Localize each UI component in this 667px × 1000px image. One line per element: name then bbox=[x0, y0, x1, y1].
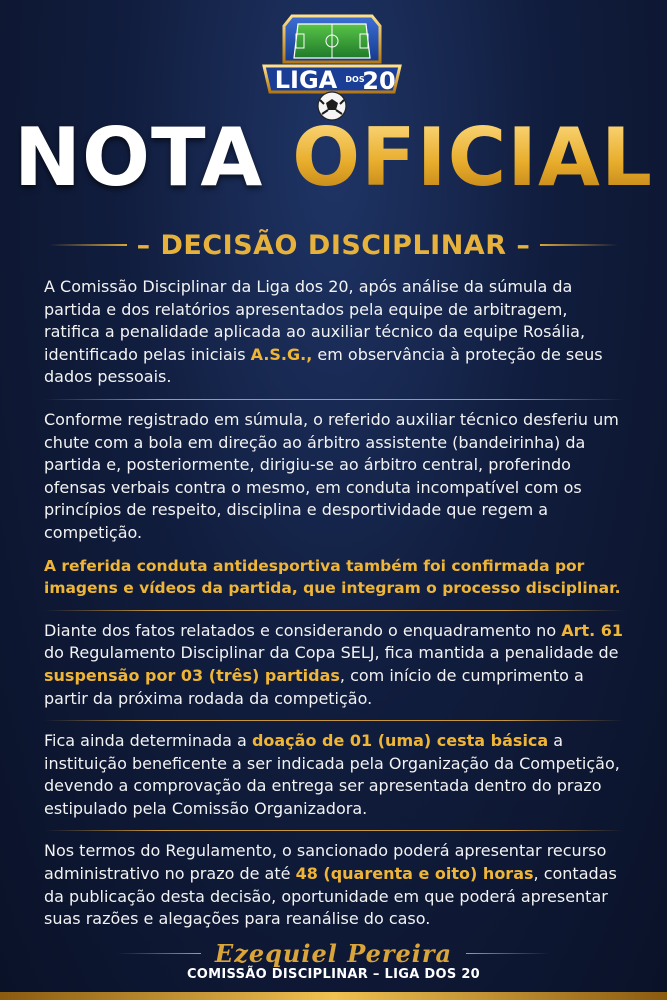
note-body bbox=[44, 276, 624, 931]
paragraph-1-text-a: A Comissão Disciplinar da Liga dos 20, após análise da súmula da partida e dos relatórios apresentados pela equipe de arbitragem, ratifica a penalidade aplicada ao auxiliar técnico da equipe Rosália, identificado pelas iniciais bbox=[44, 277, 586, 364]
spacer bbox=[44, 545, 624, 555]
section-divider bbox=[44, 720, 624, 721]
initials-highlight: A.S.G., bbox=[250, 344, 313, 364]
article-highlight: Art. 61 bbox=[561, 620, 624, 640]
suspension-highlight: suspensão por 03 (três) partidas bbox=[44, 665, 340, 685]
section-divider bbox=[44, 399, 624, 400]
section-divider bbox=[44, 610, 624, 611]
subtitle-divider-right bbox=[540, 244, 618, 246]
paragraph-6-text-b: , contadas da publicação desta decisão, oportunidade em que poderá apresentar suas razões e alegações para reanálise do caso. bbox=[44, 864, 617, 929]
signature-row bbox=[0, 936, 667, 970]
signature-divider-right bbox=[466, 953, 550, 954]
page-subtitle: – DECISÃO DISCIPLINAR – bbox=[136, 229, 531, 261]
signature-divider-left bbox=[117, 953, 201, 954]
page-title bbox=[0, 112, 667, 204]
paragraph-1 bbox=[44, 276, 624, 389]
paragraph-5-text-a: Fica ainda determinada a bbox=[44, 731, 252, 751]
paragraph-6 bbox=[44, 840, 624, 930]
paragraph-5 bbox=[44, 730, 624, 820]
signature-role: COMISSÃO DISCIPLINAR – LIGA DOS 20 bbox=[186, 967, 481, 982]
paragraph-1-text-b: em observância à proteção de seus dados pessoais. bbox=[44, 344, 603, 387]
paragraph-5-text-b: a instituição beneficente a ser indicada pela Organização da Competição, devendo a comprovação da entrega ser apresentada dentro do prazo estipulado pela Comissão Organizadora. bbox=[44, 731, 620, 818]
paragraph-6-text-a: Nos termos do Regulamento, o sancionado poderá apresentar recurso administrativo no prazo de até bbox=[44, 841, 607, 884]
subtitle-divider-left bbox=[49, 244, 127, 246]
deadline-highlight: 48 (quarenta e oito) horas bbox=[295, 864, 534, 884]
title-word-oficial: OFICIAL bbox=[292, 111, 653, 204]
logo-small-word: DOS bbox=[345, 75, 365, 84]
subtitle-row bbox=[0, 224, 667, 266]
section-divider bbox=[44, 830, 624, 831]
signature-name: Ezequiel Pereira bbox=[214, 938, 453, 968]
logo-word: LIGA bbox=[274, 66, 338, 94]
paragraph-4-text-b: do Regulamento Disciplinar da Copa SELJ, fica mantida a penalidade de bbox=[44, 643, 619, 663]
paragraph-2: Conforme registrado em súmula, o referido auxiliar técnico desferiu um chute com a bola em direção ao árbitro assistente (bandeirinha) da partida e, posteriormente, dirigiu-se ao árbitro central, proferindo ofensas verbais contra o mesmo, em conduta incompatível com os princípios de respeito, disciplina e desportividade que regem a competição. bbox=[44, 409, 619, 542]
liga-dos-20-logo bbox=[256, 10, 408, 122]
logo-emblem bbox=[256, 10, 408, 122]
donation-highlight: doação de 01 (uma) cesta básica bbox=[251, 731, 549, 751]
paragraph-4 bbox=[44, 620, 624, 710]
paragraph-4-text-c: , com início de cumprimento a partir da próxima rodada da competição. bbox=[44, 665, 584, 708]
title-word-nota: NOTA bbox=[14, 111, 264, 204]
paragraph-4-text-a: Diante dos fatos relatados e considerando o enquadramento no bbox=[44, 620, 562, 640]
logo-number: 20 bbox=[362, 67, 396, 95]
bottom-gold-bar bbox=[0, 992, 667, 1000]
paragraph-3-highlight: A referida conduta antidesportiva também foi confirmada por imagens e vídeos da partida, que integram o processo disciplinar. bbox=[44, 556, 621, 598]
